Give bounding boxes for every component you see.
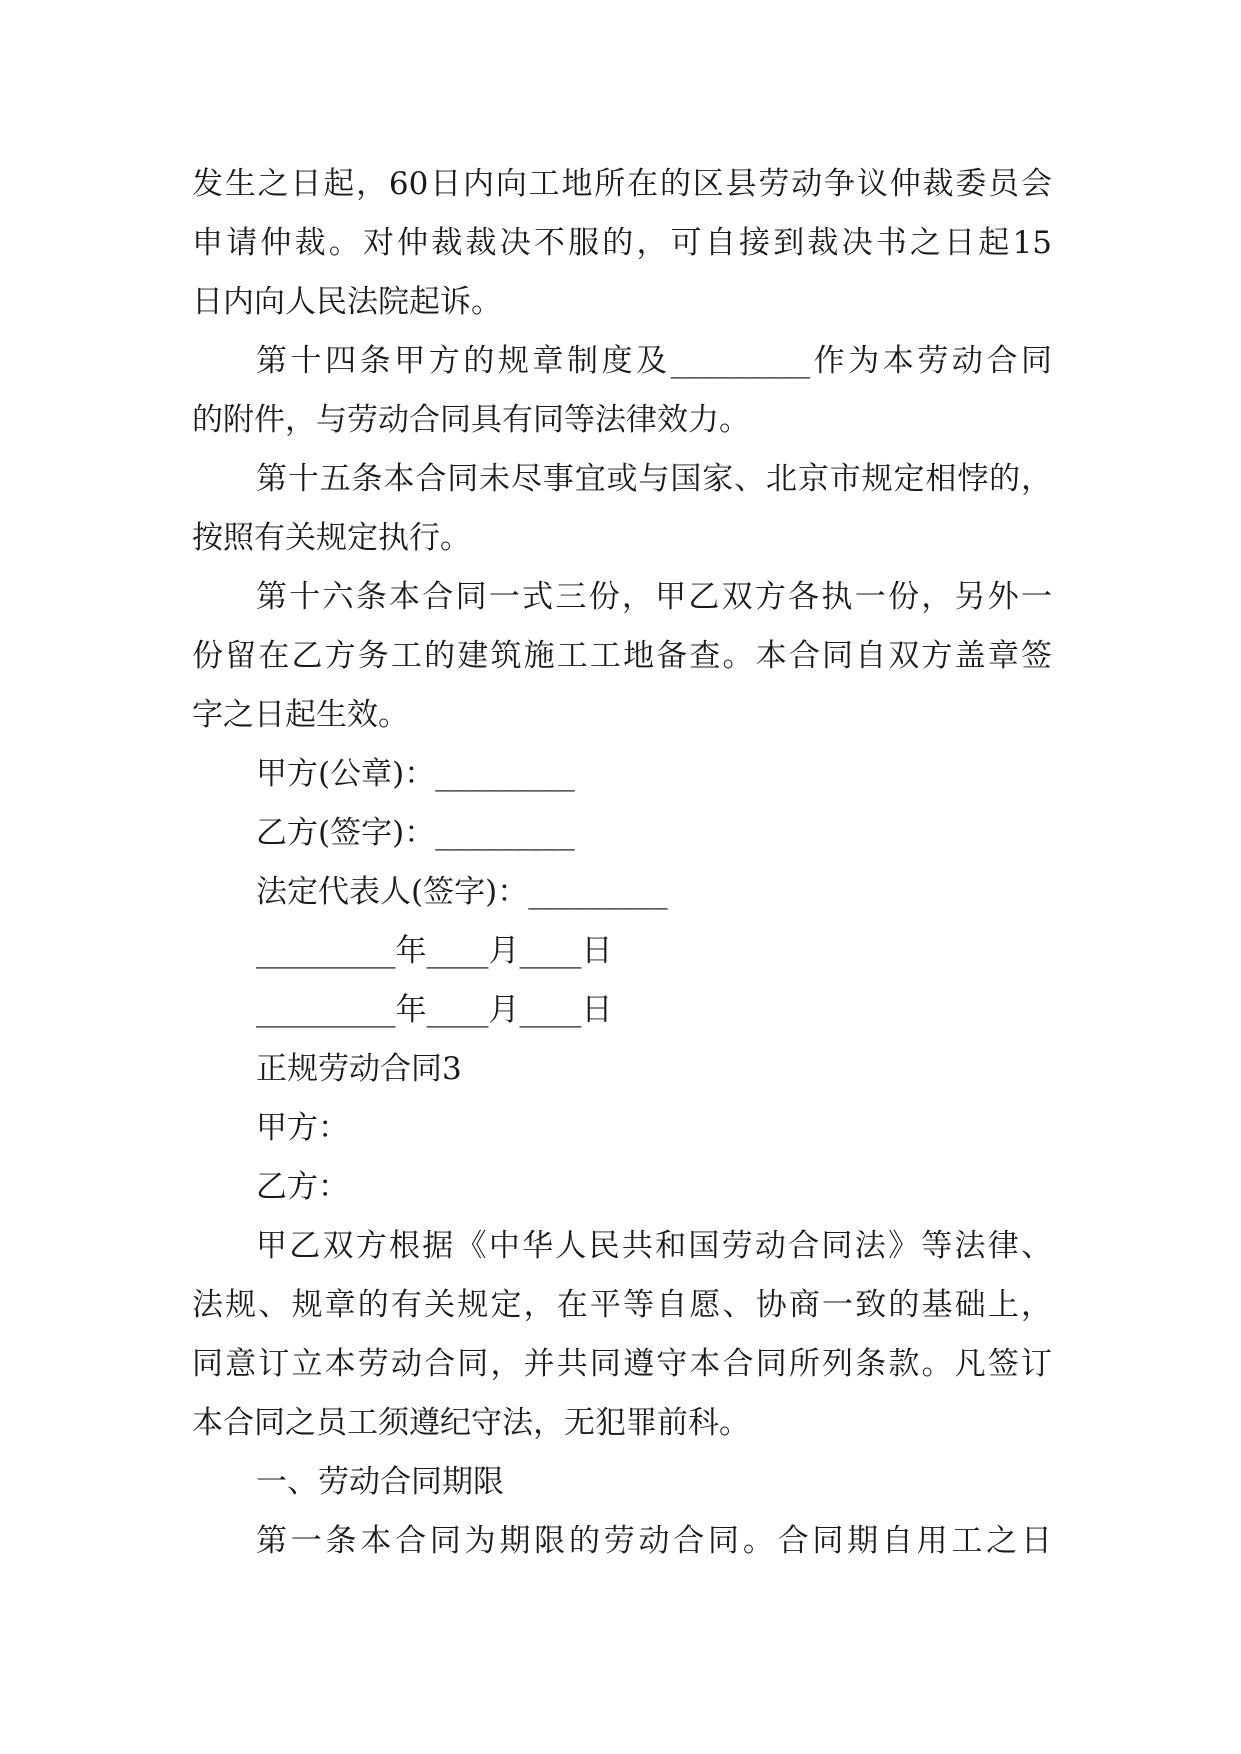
text-line: 发生之日起，60日内向工地所在的区县劳动争议仲裁委员会 <box>192 166 1052 202</box>
text-line: 第一条本合同为期限的劳动合同。合同期自用工之日 <box>256 1523 1052 1559</box>
text-line: 按照有关规定执行。 <box>192 520 471 556</box>
text-line: 一、劳动合同期限 <box>256 1464 504 1500</box>
text-line: 乙方： <box>256 1169 349 1205</box>
text-line: 甲乙双方根据《中华人民共和国劳动合同法》等法律、 <box>256 1228 1052 1264</box>
text-line: 甲方(公章)：_________ <box>256 756 575 792</box>
text-line: 第十四条甲方的规章制度及_________作为本劳动合同 <box>256 343 1052 379</box>
text-line: 的附件，与劳动合同具有同等法律效力。 <box>192 402 750 438</box>
text-line: 本合同之员工须遵纪守法，无犯罪前科。 <box>192 1405 750 1441</box>
text-line: 法规、规章的有关规定，在平等自愿、协商一致的基础上， <box>192 1287 1052 1323</box>
text-line: _________年____月____日 <box>256 992 613 1028</box>
text-line: 乙方(签字)：_________ <box>256 815 575 851</box>
text-line: 法定代表人(签字)：_________ <box>256 874 668 910</box>
text-line: 申请仲裁。对仲裁裁决不服的，可自接到裁决书之日起15 <box>192 225 1052 261</box>
text-line: 第十六条本合同一式三份，甲乙双方各执一份，另外一 <box>256 579 1052 615</box>
text-line: 第十五条本合同未尽事宜或与国家、北京市规定相悖的， <box>256 461 1052 497</box>
text-line: 份留在乙方务工的建筑施工工地备查。本合同自双方盖章签 <box>192 638 1052 674</box>
document-body <box>192 155 1052 1571</box>
text-line: 甲方： <box>256 1110 349 1146</box>
text-line: 字之日起生效。 <box>192 697 409 733</box>
text-line: 正规劳动合同3 <box>256 1051 462 1087</box>
text-line: _________年____月____日 <box>256 933 613 969</box>
text-line: 同意订立本劳动合同，并共同遵守本合同所列条款。凡签订 <box>192 1346 1052 1382</box>
text-line: 日内向人民法院起诉。 <box>192 284 502 320</box>
